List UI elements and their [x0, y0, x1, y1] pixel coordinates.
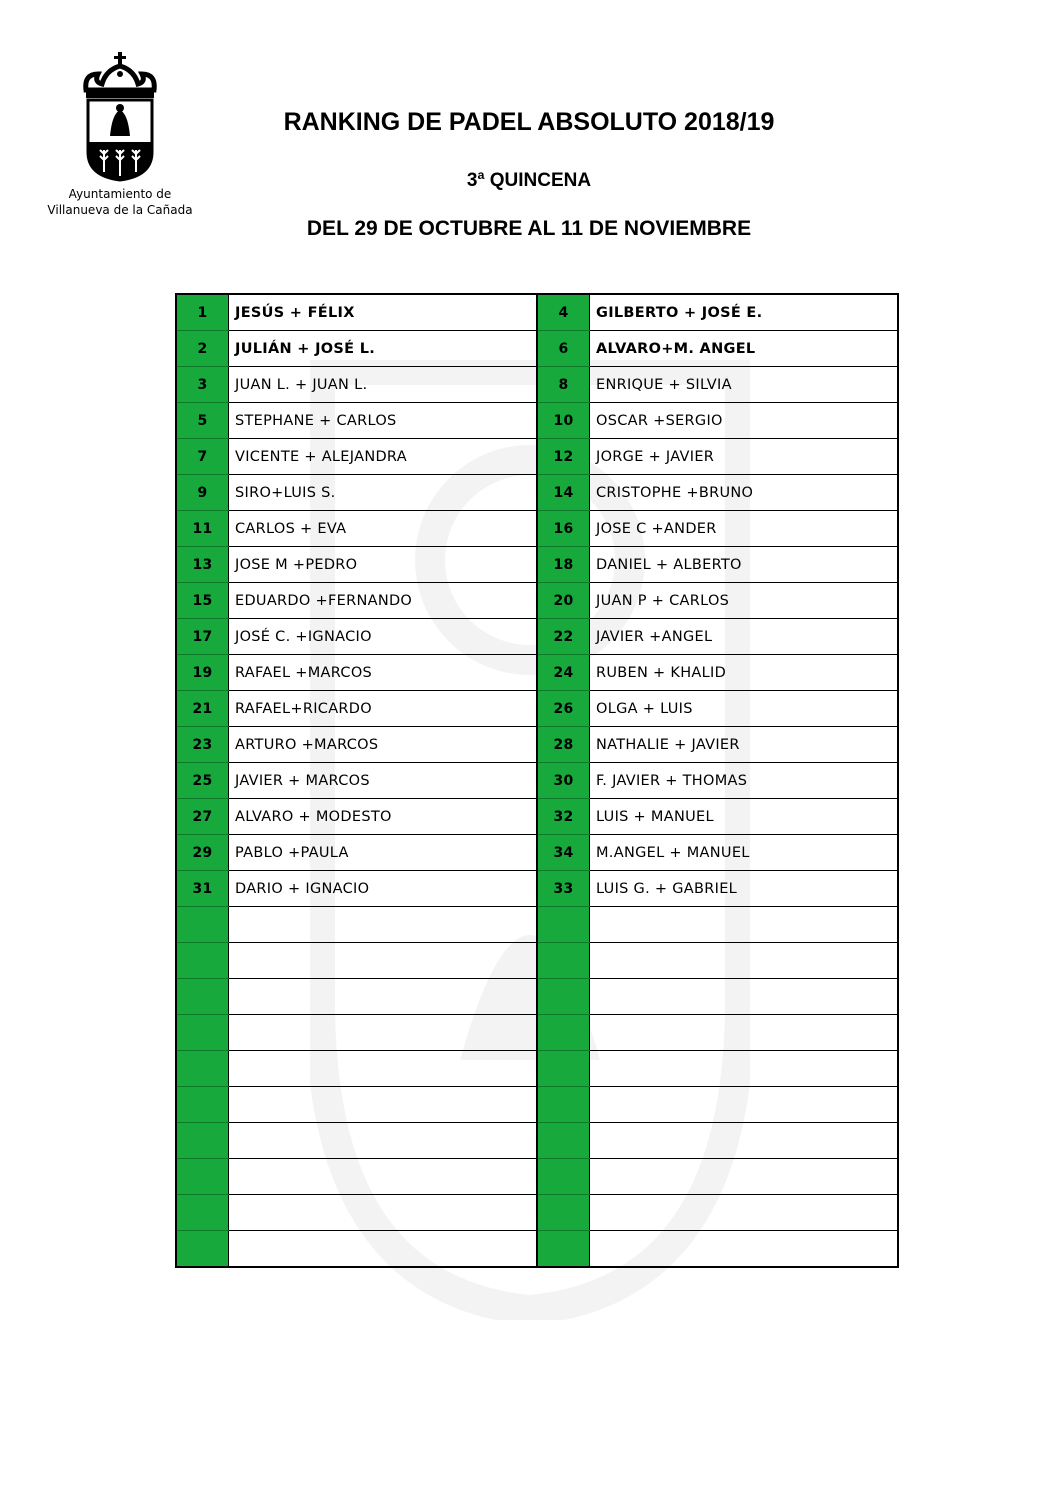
- left-pair-cell: JAVIER + MARCOS: [229, 763, 538, 799]
- left-rank-cell: 1: [176, 294, 229, 331]
- left-pair-cell: STEPHANE + CARLOS: [229, 403, 538, 439]
- left-pair-cell: SIRO+LUIS S.: [229, 475, 538, 511]
- right-rank-cell: 28: [537, 727, 590, 763]
- left-pair-cell: DARIO + IGNACIO: [229, 871, 538, 907]
- right-rank-cell: 6: [537, 331, 590, 367]
- right-pair-cell: [590, 1015, 899, 1051]
- right-rank-cell: 16: [537, 511, 590, 547]
- left-rank-cell: 23: [176, 727, 229, 763]
- left-pair-cell: [229, 907, 538, 943]
- left-pair-cell: [229, 1195, 538, 1231]
- right-rank-cell: 14: [537, 475, 590, 511]
- right-rank-cell: [537, 1087, 590, 1123]
- right-rank-cell: 4: [537, 294, 590, 331]
- table-row: [176, 1159, 898, 1195]
- left-rank-cell: 2: [176, 331, 229, 367]
- table-row: [176, 1051, 898, 1087]
- right-rank-cell: [537, 1231, 590, 1268]
- right-rank-cell: [537, 1123, 590, 1159]
- left-pair-cell: [229, 979, 538, 1015]
- right-pair-cell: JOSE C +ANDER: [590, 511, 899, 547]
- table-row: [176, 763, 898, 799]
- logo-caption-line2: Villanueva de la Cañada: [47, 203, 193, 217]
- right-pair-cell: ALVARO+M. ANGEL: [590, 331, 899, 367]
- left-rank-cell: 9: [176, 475, 229, 511]
- left-pair-cell: JOSÉ C. +IGNACIO: [229, 619, 538, 655]
- table-row: [176, 583, 898, 619]
- right-rank-cell: 26: [537, 691, 590, 727]
- table-row: [176, 403, 898, 439]
- right-rank-cell: [537, 1015, 590, 1051]
- table-row: [176, 943, 898, 979]
- page-title: RANKING DE PADEL ABSOLUTO 2018/19: [283, 108, 775, 136]
- left-rank-cell: 19: [176, 655, 229, 691]
- left-pair-cell: ARTURO +MARCOS: [229, 727, 538, 763]
- table-row: [176, 294, 898, 331]
- right-pair-cell: [590, 1231, 899, 1268]
- left-rank-cell: 27: [176, 799, 229, 835]
- left-pair-cell: VICENTE + ALEJANDRA: [229, 439, 538, 475]
- right-rank-cell: 32: [537, 799, 590, 835]
- left-pair-cell: [229, 943, 538, 979]
- right-pair-cell: JUAN P + CARLOS: [590, 583, 899, 619]
- left-rank-cell: 7: [176, 439, 229, 475]
- table-row: [176, 619, 898, 655]
- table-row: [176, 691, 898, 727]
- left-pair-cell: CARLOS + EVA: [229, 511, 538, 547]
- left-rank-cell: [176, 1015, 229, 1051]
- right-pair-cell: ENRIQUE + SILVIA: [590, 367, 899, 403]
- table-row: [176, 979, 898, 1015]
- right-pair-cell: DANIEL + ALBERTO: [590, 547, 899, 583]
- right-pair-cell: M.ANGEL + MANUEL: [590, 835, 899, 871]
- left-pair-cell: RAFAEL+RICARDO: [229, 691, 538, 727]
- table-row: [176, 835, 898, 871]
- right-pair-cell: GILBERTO + JOSÉ E.: [590, 294, 899, 331]
- table-row: [176, 475, 898, 511]
- left-rank-cell: [176, 1195, 229, 1231]
- right-pair-cell: JAVIER +ANGEL: [590, 619, 899, 655]
- left-rank-cell: [176, 1159, 229, 1195]
- table-row: [176, 511, 898, 547]
- period-subtitle: 3ª QUINCENA: [466, 170, 592, 191]
- right-rank-cell: [537, 1051, 590, 1087]
- table-row: [176, 1015, 898, 1051]
- table-row: [176, 1123, 898, 1159]
- left-pair-cell: [229, 1231, 538, 1268]
- left-pair-cell: JUAN L. + JUAN L.: [229, 367, 538, 403]
- left-rank-cell: 29: [176, 835, 229, 871]
- left-rank-cell: 11: [176, 511, 229, 547]
- table-row: [176, 655, 898, 691]
- left-pair-cell: [229, 1087, 538, 1123]
- right-pair-cell: RUBEN + KHALID: [590, 655, 899, 691]
- table-row: [176, 799, 898, 835]
- right-pair-cell: [590, 1087, 899, 1123]
- left-rank-cell: 3: [176, 367, 229, 403]
- right-rank-cell: 30: [537, 763, 590, 799]
- right-rank-cell: [537, 979, 590, 1015]
- right-rank-cell: [537, 943, 590, 979]
- left-rank-cell: 21: [176, 691, 229, 727]
- right-pair-cell: OSCAR +SERGIO: [590, 403, 899, 439]
- left-pair-cell: PABLO +PAULA: [229, 835, 538, 871]
- table-row: [176, 1231, 898, 1268]
- right-rank-cell: 8: [537, 367, 590, 403]
- table-row: [176, 907, 898, 943]
- right-rank-cell: 22: [537, 619, 590, 655]
- left-rank-cell: [176, 1087, 229, 1123]
- right-pair-cell: [590, 1195, 899, 1231]
- right-pair-cell: LUIS G. + GABRIEL: [590, 871, 899, 907]
- left-rank-cell: 17: [176, 619, 229, 655]
- right-pair-cell: LUIS + MANUEL: [590, 799, 899, 835]
- left-rank-cell: [176, 979, 229, 1015]
- table-row: [176, 367, 898, 403]
- right-pair-cell: NATHALIE + JAVIER: [590, 727, 899, 763]
- date-range: DEL 29 DE OCTUBRE AL 11 DE NOVIEMBRE: [306, 217, 752, 240]
- left-pair-cell: [229, 1123, 538, 1159]
- ranking-table: [175, 293, 899, 1268]
- left-rank-cell: 25: [176, 763, 229, 799]
- left-rank-cell: [176, 943, 229, 979]
- logo-caption-line1: Ayuntamiento de: [68, 187, 172, 201]
- right-pair-cell: [590, 907, 899, 943]
- right-rank-cell: 33: [537, 871, 590, 907]
- table-row: [176, 727, 898, 763]
- left-pair-cell: ALVARO + MODESTO: [229, 799, 538, 835]
- right-rank-cell: 34: [537, 835, 590, 871]
- left-pair-cell: JESÚS + FÉLIX: [229, 294, 538, 331]
- right-rank-cell: 12: [537, 439, 590, 475]
- left-rank-cell: [176, 1231, 229, 1268]
- left-pair-cell: JOSE M +PEDRO: [229, 547, 538, 583]
- right-pair-cell: [590, 943, 899, 979]
- left-rank-cell: 15: [176, 583, 229, 619]
- table-row: [176, 1087, 898, 1123]
- table-row: [176, 871, 898, 907]
- left-pair-cell: [229, 1159, 538, 1195]
- right-pair-cell: JORGE + JAVIER: [590, 439, 899, 475]
- right-rank-cell: 10: [537, 403, 590, 439]
- right-pair-cell: [590, 979, 899, 1015]
- right-pair-cell: F. JAVIER + THOMAS: [590, 763, 899, 799]
- left-pair-cell: [229, 1015, 538, 1051]
- right-rank-cell: [537, 907, 590, 943]
- right-rank-cell: 20: [537, 583, 590, 619]
- table-row: [176, 331, 898, 367]
- left-pair-cell: RAFAEL +MARCOS: [229, 655, 538, 691]
- left-rank-cell: 31: [176, 871, 229, 907]
- table-row: [176, 1195, 898, 1231]
- left-rank-cell: [176, 907, 229, 943]
- right-pair-cell: [590, 1159, 899, 1195]
- table-row: [176, 547, 898, 583]
- left-pair-cell: JULIÁN + JOSÉ L.: [229, 331, 538, 367]
- right-rank-cell: [537, 1195, 590, 1231]
- left-rank-cell: [176, 1123, 229, 1159]
- right-pair-cell: CRISTOPHE +BRUNO: [590, 475, 899, 511]
- left-rank-cell: 13: [176, 547, 229, 583]
- right-pair-cell: [590, 1051, 899, 1087]
- table-row: [176, 439, 898, 475]
- left-pair-cell: [229, 1051, 538, 1087]
- right-rank-cell: [537, 1159, 590, 1195]
- left-rank-cell: 5: [176, 403, 229, 439]
- right-pair-cell: [590, 1123, 899, 1159]
- right-rank-cell: 18: [537, 547, 590, 583]
- left-rank-cell: [176, 1051, 229, 1087]
- right-pair-cell: OLGA + LUIS: [590, 691, 899, 727]
- left-pair-cell: EDUARDO +FERNANDO: [229, 583, 538, 619]
- right-rank-cell: 24: [537, 655, 590, 691]
